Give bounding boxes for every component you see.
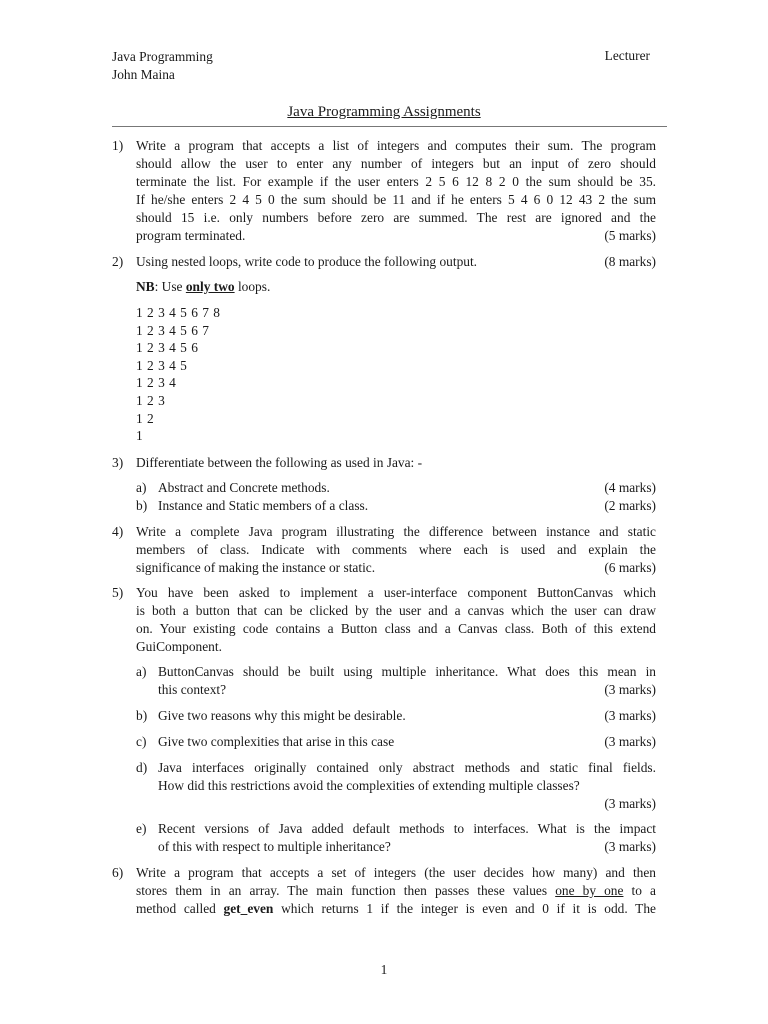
question-number: 2) <box>112 254 124 269</box>
marks-label: (3 marks) <box>604 708 656 723</box>
question-6 <box>112 864 656 918</box>
nb-emphasis: only two <box>185 279 235 294</box>
question-text: Differentiate between the following as used in Java: - <box>136 455 423 470</box>
question-text: Using nested loops, write code to produce the following output. <box>136 254 478 269</box>
question-text-line: method called get_even which returns 1 if the integer is even and 0 if it is odd. The <box>136 901 657 916</box>
nb-text: loops. <box>234 279 271 294</box>
question-number: 1) <box>112 138 124 153</box>
question-3a <box>136 479 656 497</box>
question-text-line: GuiComponent. <box>136 639 222 654</box>
header-left <box>112 48 213 84</box>
question-text-line: Write a complete Java program illustrating the difference between instance and static <box>136 524 656 539</box>
sub-label: b) <box>136 708 148 723</box>
marks-label: (6 marks) <box>604 560 656 575</box>
output-line: 1 2 3 4 5 6 <box>136 340 199 356</box>
sub-text: Java interfaces originally contained only abstract methods and static final fields. <box>158 760 656 775</box>
question-text-line: If he/she enters 2 4 5 0 the sum should be 11 and if he enters 5 4 6 0 12 43 2 the sum <box>136 192 656 207</box>
marks-label: (8 marks) <box>604 254 656 269</box>
output-line: 1 2 <box>136 410 155 426</box>
title-divider <box>112 126 667 127</box>
sub-text: Abstract and Concrete methods. <box>158 480 330 495</box>
sub-label: d) <box>136 760 148 775</box>
marks-label: (3 marks) <box>604 796 656 811</box>
output-line: 1 2 3 4 5 6 7 <box>136 322 210 338</box>
page-number: 1 <box>380 962 388 977</box>
emphasis-text: get_even <box>223 901 274 916</box>
question-5b <box>136 707 656 725</box>
sub-text: of this with respect to multiple inheritance? <box>158 839 391 854</box>
question-text-line: Write a program that accepts a list of integers and computes their sum. The program <box>136 138 656 153</box>
output-line: 1 2 3 <box>136 392 166 408</box>
nb-label: NB <box>136 279 155 294</box>
course-name: Java Programming <box>112 49 213 64</box>
marks-label: (3 marks) <box>604 682 656 697</box>
question-text-line: Write a program that accepts a set of integers (the user decides how many) and then <box>136 865 656 880</box>
output-line: 1 <box>136 428 144 444</box>
question-5 <box>112 584 656 656</box>
nb-note <box>136 278 656 296</box>
question-text-line: You have been asked to implement a user-interface component ButtonCanvas which <box>136 585 656 600</box>
sub-label: a) <box>136 480 147 495</box>
question-3 <box>112 454 656 472</box>
question-text-line: terminate the list. For example if the user enters 2 5 6 12 8 2 0 the sum should be 35. <box>136 174 656 189</box>
marks-label: (3 marks) <box>604 839 656 854</box>
output-line: 1 2 3 4 5 <box>136 357 188 373</box>
question-5d <box>136 759 656 813</box>
sub-label: b) <box>136 498 148 513</box>
emphasis-text: one by one <box>555 883 624 898</box>
nb-text: : Use <box>154 279 186 294</box>
question-number: 6) <box>112 865 124 880</box>
question-5c <box>136 733 656 751</box>
sub-text: this context? <box>158 682 227 697</box>
marks-label: (2 marks) <box>604 498 656 513</box>
lecturer-label: Lecturer <box>604 48 650 63</box>
sub-text: Instance and Static members of a class. <box>158 498 369 513</box>
lecturer-name: John Maina <box>112 67 175 82</box>
output-line: 1 2 3 4 5 6 7 8 <box>136 305 221 320</box>
page-title: Java Programming Assignments <box>287 104 481 120</box>
sub-label: a) <box>136 664 147 679</box>
question-text-line: program terminated. <box>136 228 246 243</box>
question-1 <box>112 137 656 245</box>
question-5a <box>136 663 656 699</box>
sub-text: How did this restrictions avoid the complexities of extending multiple classes? <box>158 778 580 793</box>
question-text-line: members of class. Indicate with comments where each is used and explain the <box>136 542 656 557</box>
question-text-line: should allow the user to enter any number of integers but an input of zero should <box>136 156 656 171</box>
question-text-line: is both a button that can be clicked by the user and a canvas which the user can draw <box>136 603 656 618</box>
sub-text: Give two complexities that arise in this case <box>158 734 395 749</box>
output-line: 1 2 3 4 <box>136 375 177 391</box>
question-number: 3) <box>112 455 124 470</box>
output-pattern <box>136 304 221 445</box>
sub-label: e) <box>136 821 147 836</box>
question-5e <box>136 820 656 856</box>
question-2 <box>112 253 656 271</box>
marks-label: (4 marks) <box>604 480 656 495</box>
marks-label: (5 marks) <box>604 228 656 243</box>
sub-text: Give two reasons why this might be desirable. <box>158 708 406 723</box>
sub-label: c) <box>136 734 147 749</box>
question-4 <box>112 523 656 577</box>
question-text-line: on. Your existing code contains a Button class and a Canvas class. Both of this extend <box>136 621 656 636</box>
question-text-line: significance of making the instance or static. <box>136 560 376 575</box>
question-3b <box>136 497 656 515</box>
sub-text: ButtonCanvas should be built using multiple inheritance. What does this mean in <box>158 664 656 679</box>
question-number: 4) <box>112 524 124 539</box>
question-number: 5) <box>112 585 124 600</box>
marks-label: (3 marks) <box>604 734 656 749</box>
question-text-line: should 15 i.e. only numbers before zero are summed. The rest are ignored and the <box>136 210 656 225</box>
sub-text: Recent versions of Java added default methods to interfaces. What is the impact <box>158 821 656 836</box>
question-text-line: stores them in an array. The main function then passes these values one by one to a <box>136 883 657 898</box>
